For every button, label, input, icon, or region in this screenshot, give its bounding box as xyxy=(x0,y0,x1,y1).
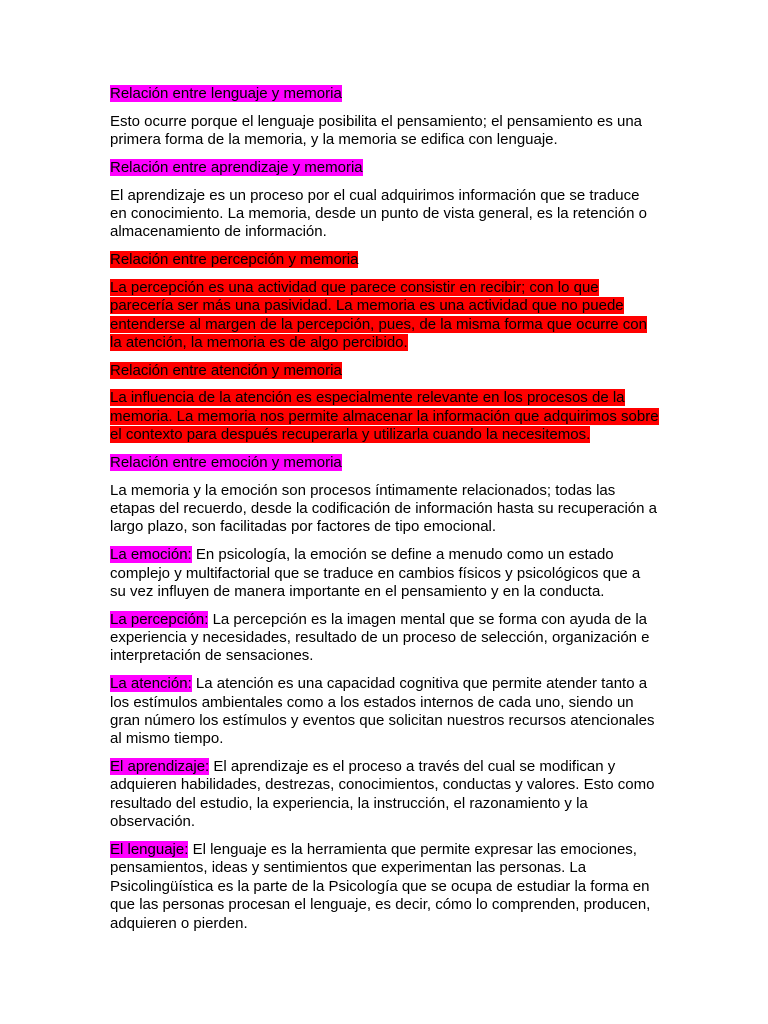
section-heading-percepcion-memoria xyxy=(110,251,660,269)
section-body-lenguaje-memoria: Esto ocurre porque el lenguaje posibilita el pensamiento; el pensamiento es una primera forma de la memoria, y la memoria se edifica con lenguaje. xyxy=(110,112,643,149)
definition-text: La atención es una capacidad cognitiva que permite atender tanto a los estímulos ambientales como a los estados internos de cada uno, siendo un gran número los estímulos y eventos que solicitan nuestros recursos atencionales al mismo tiempo. xyxy=(110,675,655,748)
definition-term: La atención: xyxy=(110,675,192,693)
heading-highlight: Relación entre aprendizaje y memoria xyxy=(110,158,363,176)
section-body-percepcion-memoria xyxy=(110,279,660,353)
definition-text: El aprendizaje es el proceso a través del cual se modifican y adquieren habilidades, destrezas, conocimientos, conductas y valores. Esto como resultado del estudio, la experiencia, la instrucción, el razonamiento y la observación. xyxy=(110,758,655,831)
body-highlight: La influencia de la atención es especialmente relevante en los procesos de la memoria. La memoria nos permite almacenar la información que adquirimos sobre el contexto para después recuperarla y utilizarla cuando la necesitemos. xyxy=(110,389,659,444)
definition-term: El aprendizaje: xyxy=(110,758,210,776)
definition-term: La emoción: xyxy=(110,546,192,564)
definition-aprendizaje xyxy=(110,758,660,832)
definition-text: La percepción es la imagen mental que se forma con ayuda de la experiencia y necesidades, resultado de un proceso de selección, organización e interpretación de sensaciones. xyxy=(110,610,650,665)
body-highlight: La percepción es una actividad que parece consistir en recibir; con lo que parecería ser más una pasividad. La memoria es una actividad que no puede entenderse al margen de la percepción, pues, de la misma forma que ocurre con la atención, la memoria es de algo percibido. xyxy=(110,278,647,351)
definition-percepcion xyxy=(110,611,660,666)
section-body-aprendizaje-memoria: El aprendizaje es un proceso por el cual adquirimos información que se traduce en conocimiento. La memoria, desde un punto de vista general, es la retención o almacenamiento de información. xyxy=(110,186,647,241)
document-body xyxy=(110,85,660,942)
definition-term: El lenguaje: xyxy=(110,840,189,858)
definition-emocion xyxy=(110,546,660,601)
section-body-emocion-memoria: La memoria y la emoción son procesos íntimamente relacionados; todas las etapas del recuerdo, desde la codificación de información hasta su recuperación a largo plazo, son facilitadas por factores de tipo emocional. xyxy=(110,481,658,536)
heading-highlight: Relación entre emoción y memoria xyxy=(110,453,342,471)
definition-lenguaje xyxy=(110,841,660,933)
section-heading-lenguaje-memoria xyxy=(110,85,660,103)
heading-highlight: Relación entre atención y memoria xyxy=(110,361,342,379)
definition-text: El lenguaje es la herramienta que permite expresar las emociones, pensamientos, ideas y sentimientos que experimentan las personas. La Psicolingüística es la parte de la Psicología que se ocupa de estudiar la forma en que las personas procesan el lenguaje, es decir, cómo lo comprenden, producen, adquieren o pierden. xyxy=(110,840,651,932)
section-body-atencion-memoria xyxy=(110,389,660,444)
heading-highlight: Relación entre lenguaje y memoria xyxy=(110,85,342,102)
definition-atencion xyxy=(110,675,660,749)
definition-text: En psicología, la emoción se define a menudo como un estado complejo y multifactorial que se traduce en cambios físicos y psicológicos que a su vez influyen de manera importante en el pensamiento y en la conducta. xyxy=(110,546,641,600)
section-heading-aprendizaje-memoria xyxy=(110,159,660,177)
definition-term: La percepción: xyxy=(110,610,209,628)
heading-highlight: Relación entre percepción y memoria xyxy=(110,251,359,269)
section-heading-emocion-memoria xyxy=(110,454,660,472)
section-heading-atencion-memoria xyxy=(110,362,660,380)
